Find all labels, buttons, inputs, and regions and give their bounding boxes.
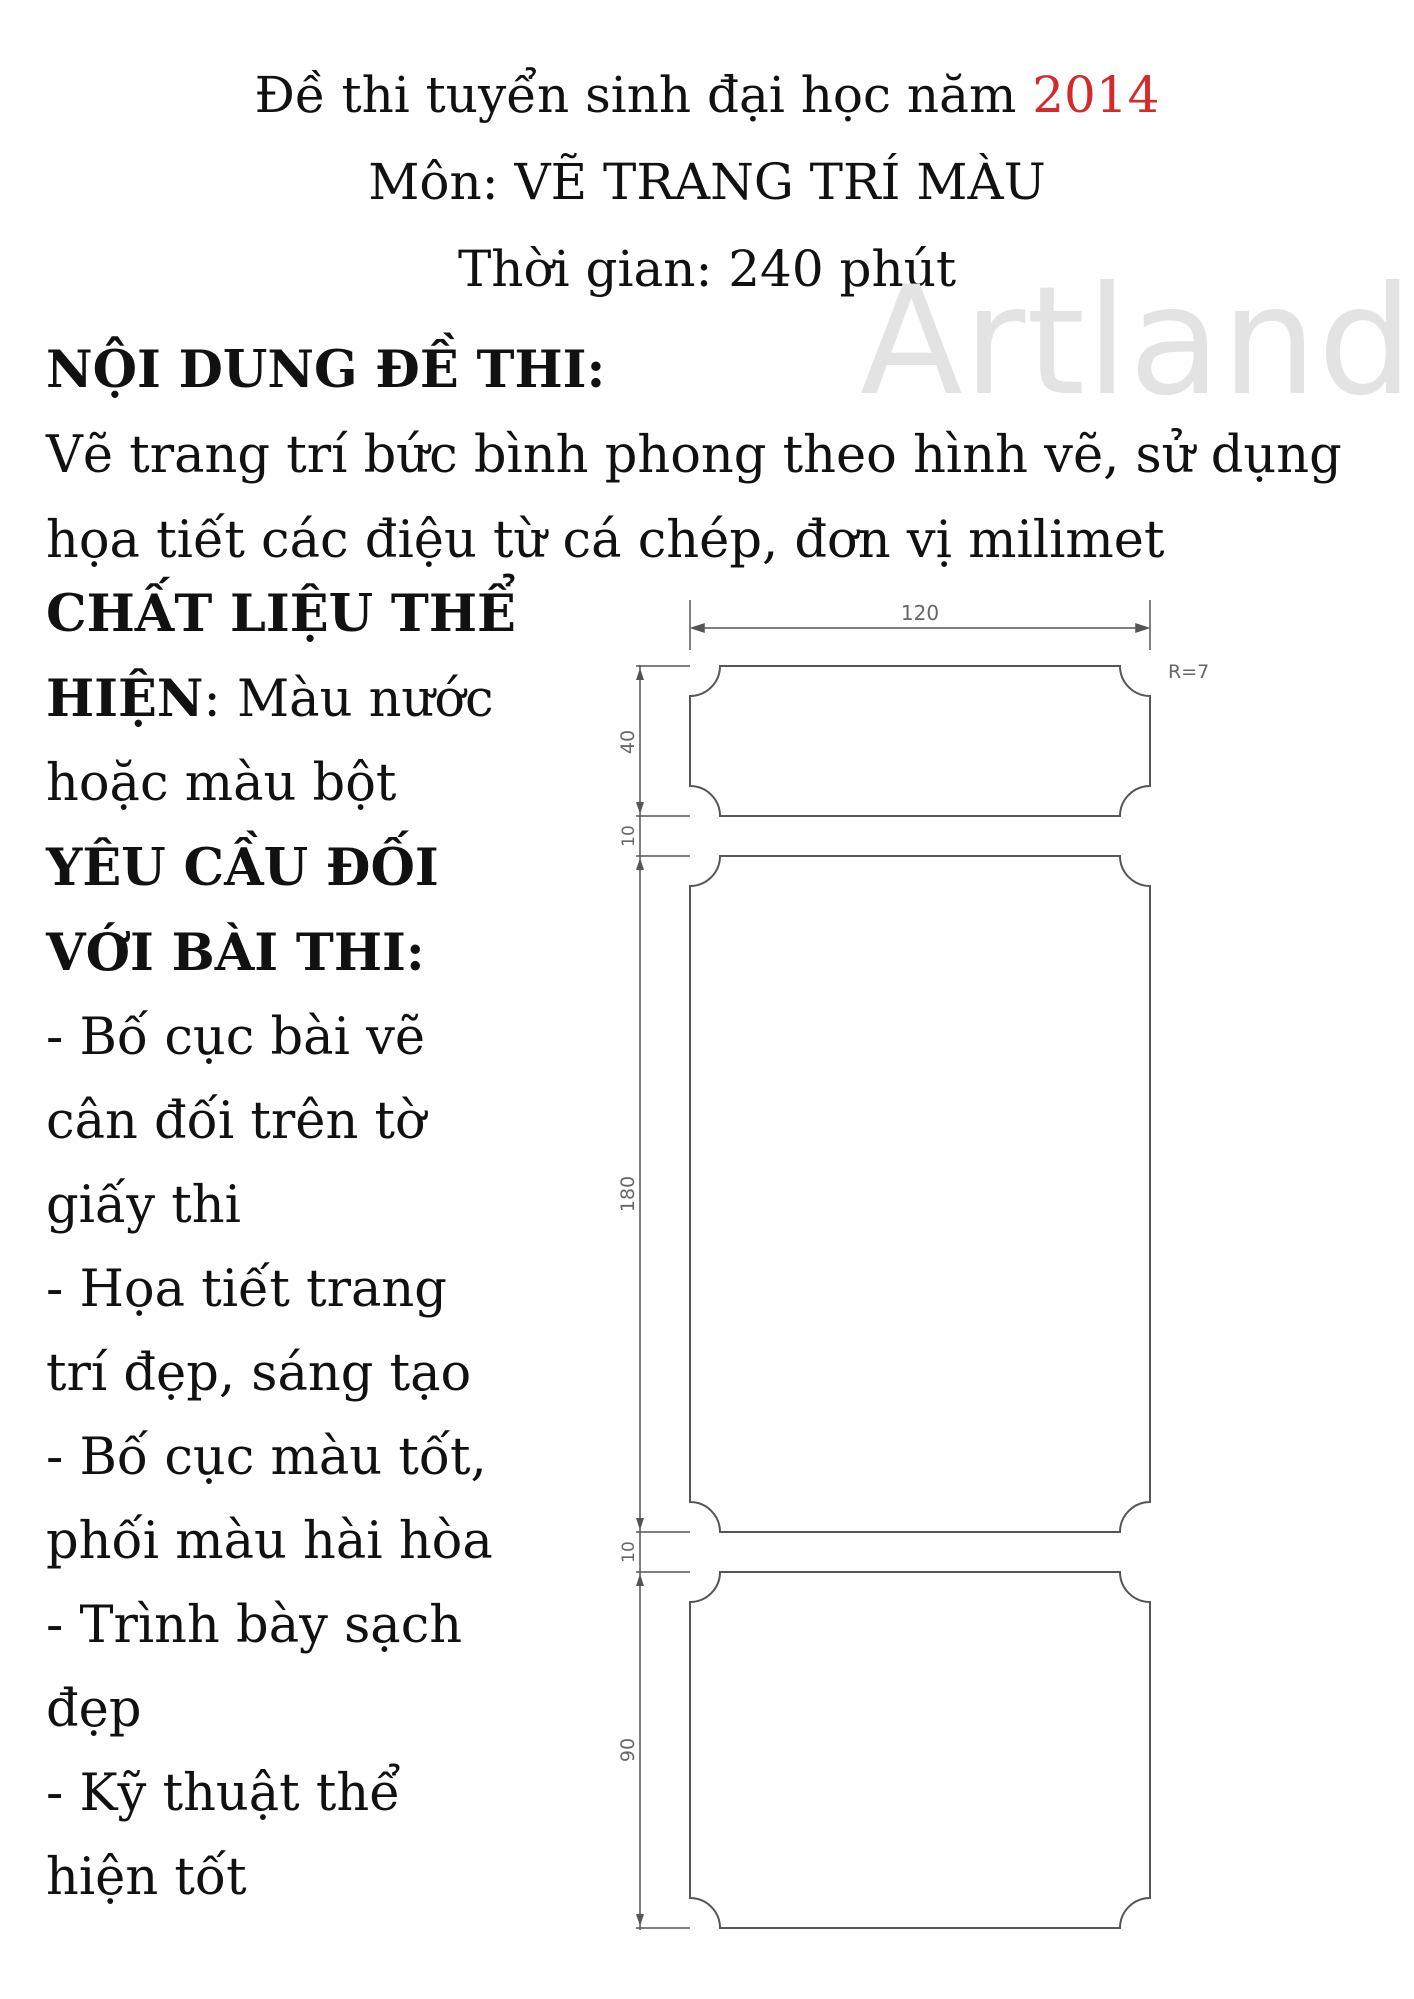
exam-subject: Môn: VẼ TRANG TRÍ MÀU xyxy=(368,153,1046,211)
middle-panel xyxy=(690,856,1150,1532)
requirement-line: - Trình bày sạch xyxy=(46,1596,463,1655)
radius-label: R=7 xyxy=(1168,661,1210,683)
content-heading: NỘI DUNG ĐỀ THI: xyxy=(46,340,606,400)
content-text-line-2: họa tiết các điệu từ cá chép, đơn vị milimet xyxy=(46,511,1165,570)
requirement-line: - Kỹ thuật thể xyxy=(46,1764,401,1823)
requirement-line: trí đẹp, sáng tạo xyxy=(46,1344,472,1403)
requirement-line: - Họa tiết trang xyxy=(46,1260,447,1319)
exam-time: Thời gian: 240 phút xyxy=(457,240,957,298)
requirements-heading-line-2: VỚI BÀI THI: xyxy=(46,923,425,983)
material-text-part-2: hoặc màu bột xyxy=(46,754,397,813)
dim-gap2-label: 10 xyxy=(619,1541,639,1563)
content-text xyxy=(46,413,1376,583)
exam-title-prefix: Đề thi tuyển sinh đại học năm xyxy=(254,66,1033,124)
requirement-line: đẹp xyxy=(46,1680,142,1739)
left-column xyxy=(46,572,516,1920)
dim-top-label: 40 xyxy=(617,729,639,755)
top-panel xyxy=(690,666,1150,816)
dim-gap1-label: 10 xyxy=(619,825,639,847)
requirement-line: giấy thi xyxy=(46,1176,241,1235)
requirement-line: cân đối trên tờ xyxy=(46,1092,426,1151)
width-label: 120 xyxy=(900,601,940,625)
material-text-part-1: : Màu nước xyxy=(203,670,494,729)
dim-middle-label: 180 xyxy=(617,1175,639,1213)
dim-bottom-label: 90 xyxy=(617,1737,639,1763)
material-heading-line-1: CHẤT LIỆU THỂ xyxy=(46,584,516,644)
artland-watermark: Artland xyxy=(860,255,1414,429)
exam-title xyxy=(0,52,1414,139)
requirements-heading-line-1: YÊU CẦU ĐỐI xyxy=(46,838,439,898)
content-text-line-1: Vẽ trang trí bức bình phong theo hình vẽ, sử dụng xyxy=(46,426,1342,485)
requirement-line: phối màu hài hòa xyxy=(46,1512,493,1571)
requirement-line: - Bố cục màu tốt, xyxy=(46,1428,487,1487)
screen-technical-drawing xyxy=(600,590,1240,1950)
requirement-line: hiện tốt xyxy=(46,1848,247,1907)
width-dimension xyxy=(692,624,1148,632)
requirement-line: - Bố cục bài vẽ xyxy=(46,1008,426,1067)
exam-year: 2014 xyxy=(1032,66,1160,124)
material-heading-line-2: HIỆN xyxy=(46,669,204,729)
material-line-2 xyxy=(46,657,506,742)
bottom-panel xyxy=(690,1572,1150,1928)
